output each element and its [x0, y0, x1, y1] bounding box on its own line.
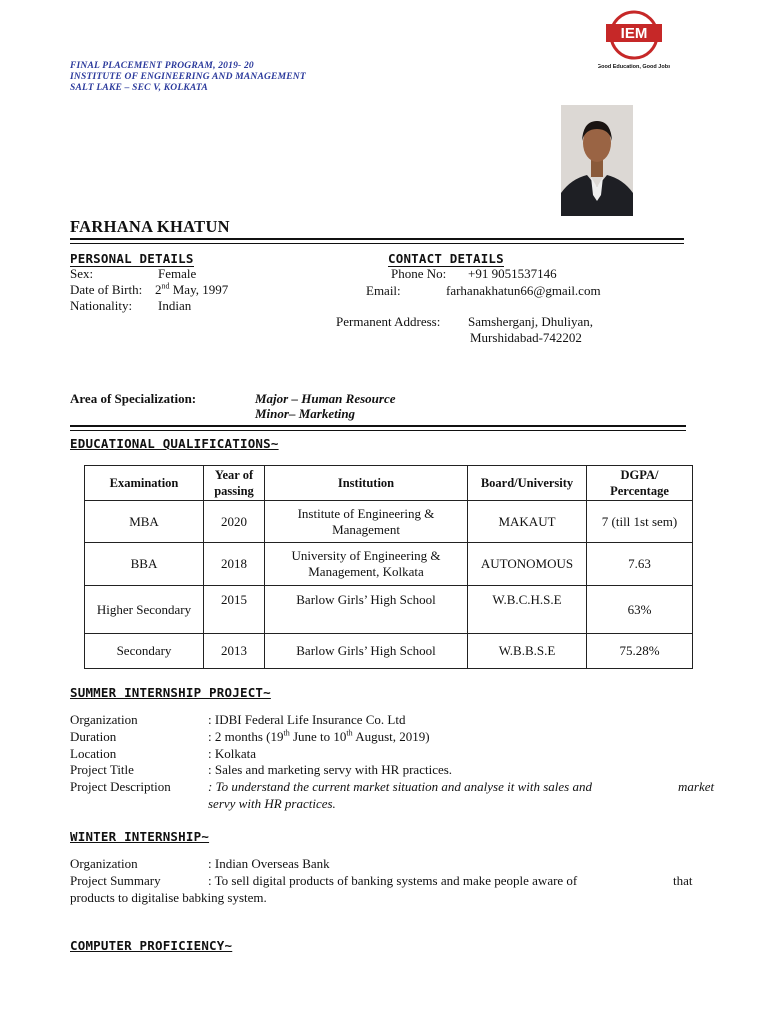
phone-label: Phone No:	[391, 266, 447, 281]
contact-details-heading: CONTACT DETAILS	[388, 251, 504, 266]
specialization-divider	[70, 425, 686, 431]
cell-exam: Higher Secondary	[85, 586, 204, 634]
table-header-row	[85, 466, 693, 501]
institute-address: SALT LAKE – SEC V, KOLKATA	[70, 83, 208, 93]
table-row	[85, 501, 693, 543]
winter-org-value: : Indian Overseas Bank	[208, 856, 330, 871]
name-divider	[70, 238, 684, 244]
cell-board: W.B.B.S.E	[468, 634, 587, 669]
cell-year: 2013	[204, 634, 265, 669]
cell-score: 63%	[587, 586, 693, 634]
nationality-value: Indian	[158, 298, 192, 313]
summer-internship-heading: SUMMER INTERNSHIP PROJECT~	[70, 685, 271, 700]
cell-exam: MBA	[85, 501, 204, 543]
nationality-label: Nationality:	[70, 298, 133, 313]
candidate-name: FARHANA KHATUN	[70, 217, 230, 236]
address-label: Permanent Address:	[336, 314, 441, 329]
cell-year: 2018	[204, 543, 265, 586]
col-institution: Institution	[265, 466, 468, 501]
iem-logo	[598, 10, 670, 72]
cell-institution: Barlow Girls’ High School	[265, 586, 468, 634]
cell-institution: University of Engineering & Management, Kolkata	[265, 543, 468, 586]
computer-proficiency-heading: COMPUTER PROFICIENCY~	[70, 938, 233, 953]
cell-institution: Barlow Girls’ High School	[265, 634, 468, 669]
summer-desc-line1-end: market	[678, 779, 715, 794]
sex-label: Sex:	[70, 266, 94, 281]
winter-summary-line2: products to digitalise babking system.	[70, 890, 267, 905]
summer-org-value: : IDBI Federal Life Insurance Co. Ltd	[208, 712, 406, 727]
col-year: Year of passing	[204, 466, 265, 501]
cell-year: 2020	[204, 501, 265, 543]
dob-label: Date of Birth:	[70, 282, 143, 297]
cell-score: 7.63	[587, 543, 693, 586]
table-row	[85, 543, 693, 586]
email-value[interactable]: farhanakhatun66@gmail.com	[446, 283, 601, 298]
education-heading: EDUCATIONAL QUALIFICATIONS~	[70, 436, 279, 451]
summer-location-label: Location	[70, 746, 117, 761]
summer-desc-line2: servy with HR practices.	[208, 796, 336, 811]
winter-summary-line1: : To sell digital products of banking systems and make people aware of	[208, 873, 578, 888]
program-title: FINAL PLACEMENT PROGRAM, 2019- 20	[70, 61, 254, 71]
specialization-minor: Minor– Marketing	[255, 406, 356, 421]
phone-value: +91 9051537146	[468, 266, 557, 281]
col-dgpa: DGPA/ Percentage	[587, 466, 693, 501]
cell-year: 2015	[204, 586, 265, 634]
summer-duration-value: : 2 months (19th June to 10th August, 2019)	[208, 728, 430, 744]
winter-internship-heading: WINTER INTERNSHIP~	[70, 829, 210, 844]
cell-score: 7 (till 1st sem)	[587, 501, 693, 543]
cell-board: MAKAUT	[468, 501, 587, 543]
cell-board: AUTONOMOUS	[468, 543, 587, 586]
cell-exam: BBA	[85, 543, 204, 586]
specialization-major: Major – Human Resource	[255, 391, 396, 406]
cell-score: 75.28%	[587, 634, 693, 669]
summer-org-label: Organization	[70, 712, 138, 727]
col-examination: Examination	[85, 466, 204, 501]
sex-value: Female	[158, 266, 197, 281]
personal-details-heading: PERSONAL DETAILS	[70, 251, 194, 266]
winter-summary-label: Project Summary	[70, 873, 161, 888]
svg-text:IEM: IEM	[620, 25, 648, 42]
winter-summary-line1-end: that	[673, 873, 693, 888]
education-table	[84, 465, 693, 669]
cell-institution: Institute of Engineering & Management	[265, 501, 468, 543]
address-line2: Murshidabad-742202	[470, 330, 582, 345]
cell-board: W.B.C.H.S.E	[468, 586, 587, 634]
summer-title-value: : Sales and marketing servy with HR practices.	[208, 762, 453, 777]
summer-location-value: : Kolkata	[208, 746, 257, 761]
summer-desc-label: Project Description	[70, 779, 171, 794]
address-line1: Samsherganj, Dhuliyan,	[468, 314, 594, 329]
table-row	[85, 634, 693, 669]
svg-text:Good Education, Good Jobs: Good Education, Good Jobs	[598, 64, 670, 70]
dob-value: 2nd May, 1997	[155, 281, 229, 297]
specialization-label: Area of Specialization:	[70, 391, 197, 406]
cell-exam: Secondary	[85, 634, 204, 669]
summer-desc-line1: : To understand the current market situation and analyse it with sales and	[208, 779, 592, 794]
summer-title-label: Project Title	[70, 762, 134, 777]
institute-name: INSTITUTE OF ENGINEERING AND MANAGEMENT	[70, 72, 306, 82]
summer-duration-label: Duration	[70, 729, 117, 744]
winter-org-label: Organization	[70, 856, 138, 871]
candidate-photo	[561, 105, 633, 216]
col-board: Board/University	[468, 466, 587, 501]
table-row	[85, 586, 693, 634]
email-label: Email:	[366, 283, 401, 298]
